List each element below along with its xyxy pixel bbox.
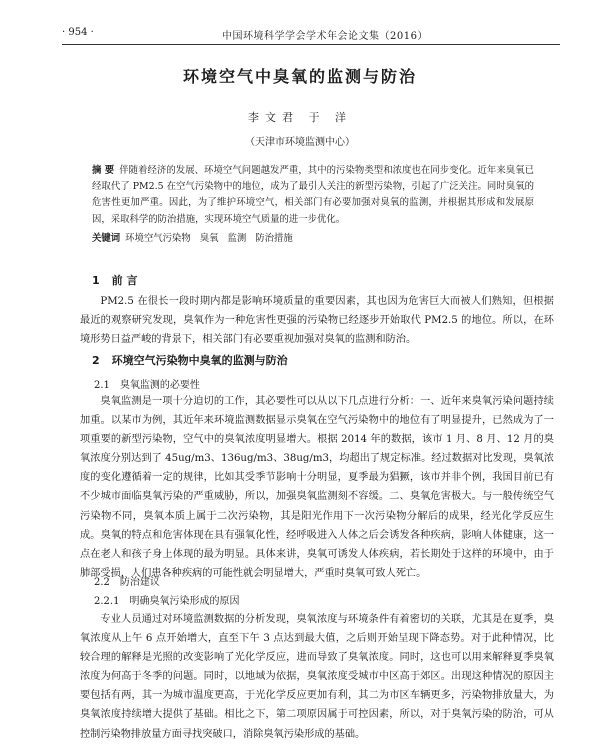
journal-name: 中国环境科学学会学术年会论文集（2016）	[222, 31, 428, 42]
abstract-text: 伴随着经济的发展、环境空气问题越发严重，其中的污染物类型和浓度也在同步变化。近年来臭氧已经取代了 PM2.5 在空气污染物中的地位，成为了最引人关注的新型污染物，引起了广泛关注。同时臭氧的危害性更加严重。因此，为了维护环境空气，相关部门有必要加强对臭氧的监测，并根据其形成和发展原因，采取科学的防治措施，实现环境空气质量的进一步优化。	[92, 165, 534, 225]
keywords-value: 环境空气污染物 臭氧 监测 防治措施	[125, 233, 293, 244]
section-2-heading: 2 环境空气污染物中臭氧的监测与防治	[92, 354, 288, 367]
keywords-label: 关键词	[92, 233, 121, 244]
page-number: · 954 ·	[62, 27, 94, 38]
subsection-2-2-heading: 2.2 防治建议	[94, 577, 160, 588]
subsection-2-1-paragraph: 臭氧监测是一项十分迫切的工作，其必要性可以从以下几点进行分析：一、近年来臭氧污染问题持续加重。以某市为例，其近年来环境监测数据显示臭氧在空气污染物中的地位有了明显提升，已然成为了一项重要的新型污染物，空气中的臭氧浓度明显增大。根据 2014 年的数据，该市 1 月、8 月、12 月的臭氧浓度分别达到了 45ug/m3、136ug/m3、38ug/m3，均超出了规定标准。经过数据对比发现，臭氧浓度的变化遵循着一定的规律，比如其受季节影响十分明显，夏季最为猖獗，该市并非个例，我国目前已有不少城市面临臭氧污染的严重威胁，所以，加强臭氧监测刻不容缓。二、臭氧危害极大。与一般传统空气污染物不同，臭氧本质上属于二次污染物，其是阳光作用下一次污染物分解后的成果，经光化学反应生成。臭氧的特点和危害体现在具有强氧化性，经呼吸进入人体之后会诱发各种疾病，影响人体健康，这一点在老人和孩子身上体现的最为明显。具体来讲，臭氧可诱发人体疾病，若长期处于这样的环境中，由于肺部受损，人们患各种疾病的可能性就会明显增大，严重时臭氧可致人死亡。	[80, 396, 554, 579]
section-1-heading: 1 前 言	[92, 274, 138, 287]
abstract	[92, 163, 534, 228]
authors: 李文君 于 洋	[248, 111, 352, 124]
subsection-2-2-1-heading: 2.2.1 明确臭氧污染形成的原因	[94, 596, 240, 607]
section-1-paragraph: PM2.5 在很长一段时期内都是影响环境质量的重要因素，其也因为危害巨大而被人们熟知，但根据最近的观察研究发现，臭氧作为一种危害性更强的污染物已经逐步开始取代 PM2.5 的地位。所以，在环境形势日益严峻的背景下，相关部门有必要重视加强对臭氧的监测和防治。	[80, 296, 554, 346]
running-header	[62, 26, 560, 45]
affiliation: （天津市环境监测中心）	[245, 137, 355, 148]
abstract-label: 摘 要	[92, 165, 115, 176]
subsection-2-2-1-paragraph: 专业人员通过对环境监测数据的分析发现，臭氧浓度与环境条件有着密切的关联，尤其是在夏季，臭氧浓度从上午 6 点开始增大，直至下午 3 点达到最大值，之后则开始呈现下降态势。对于此种情况，比较合理的解释是光照的改变影响了光化学反应，进而导致了臭氧浓度。同时，这也可以用来解释夏季臭氧浓度为何高于冬季的问题。同时，以地域为依据，臭氧浓度受城市中区高于郊区。出现这种情况的原因主要包括有两，其一为城市温度更高，于光化学反应更加有利，其二为市区车辆更多，污染物排放量大，为臭氧浓度持续增大提供了基础。相比之下，第二项原因属于可控因素，所以，对于臭氧污染的防治，可从控制污染物排放量方面寻找突破口，消除臭氧污染形成的基础。	[80, 614, 554, 740]
keywords	[92, 230, 534, 244]
paper-title: 环境空气中臭氧的监测与防治	[182, 67, 417, 86]
subsection-2-1-heading: 2.1 臭氧监测的必要性	[94, 380, 200, 391]
